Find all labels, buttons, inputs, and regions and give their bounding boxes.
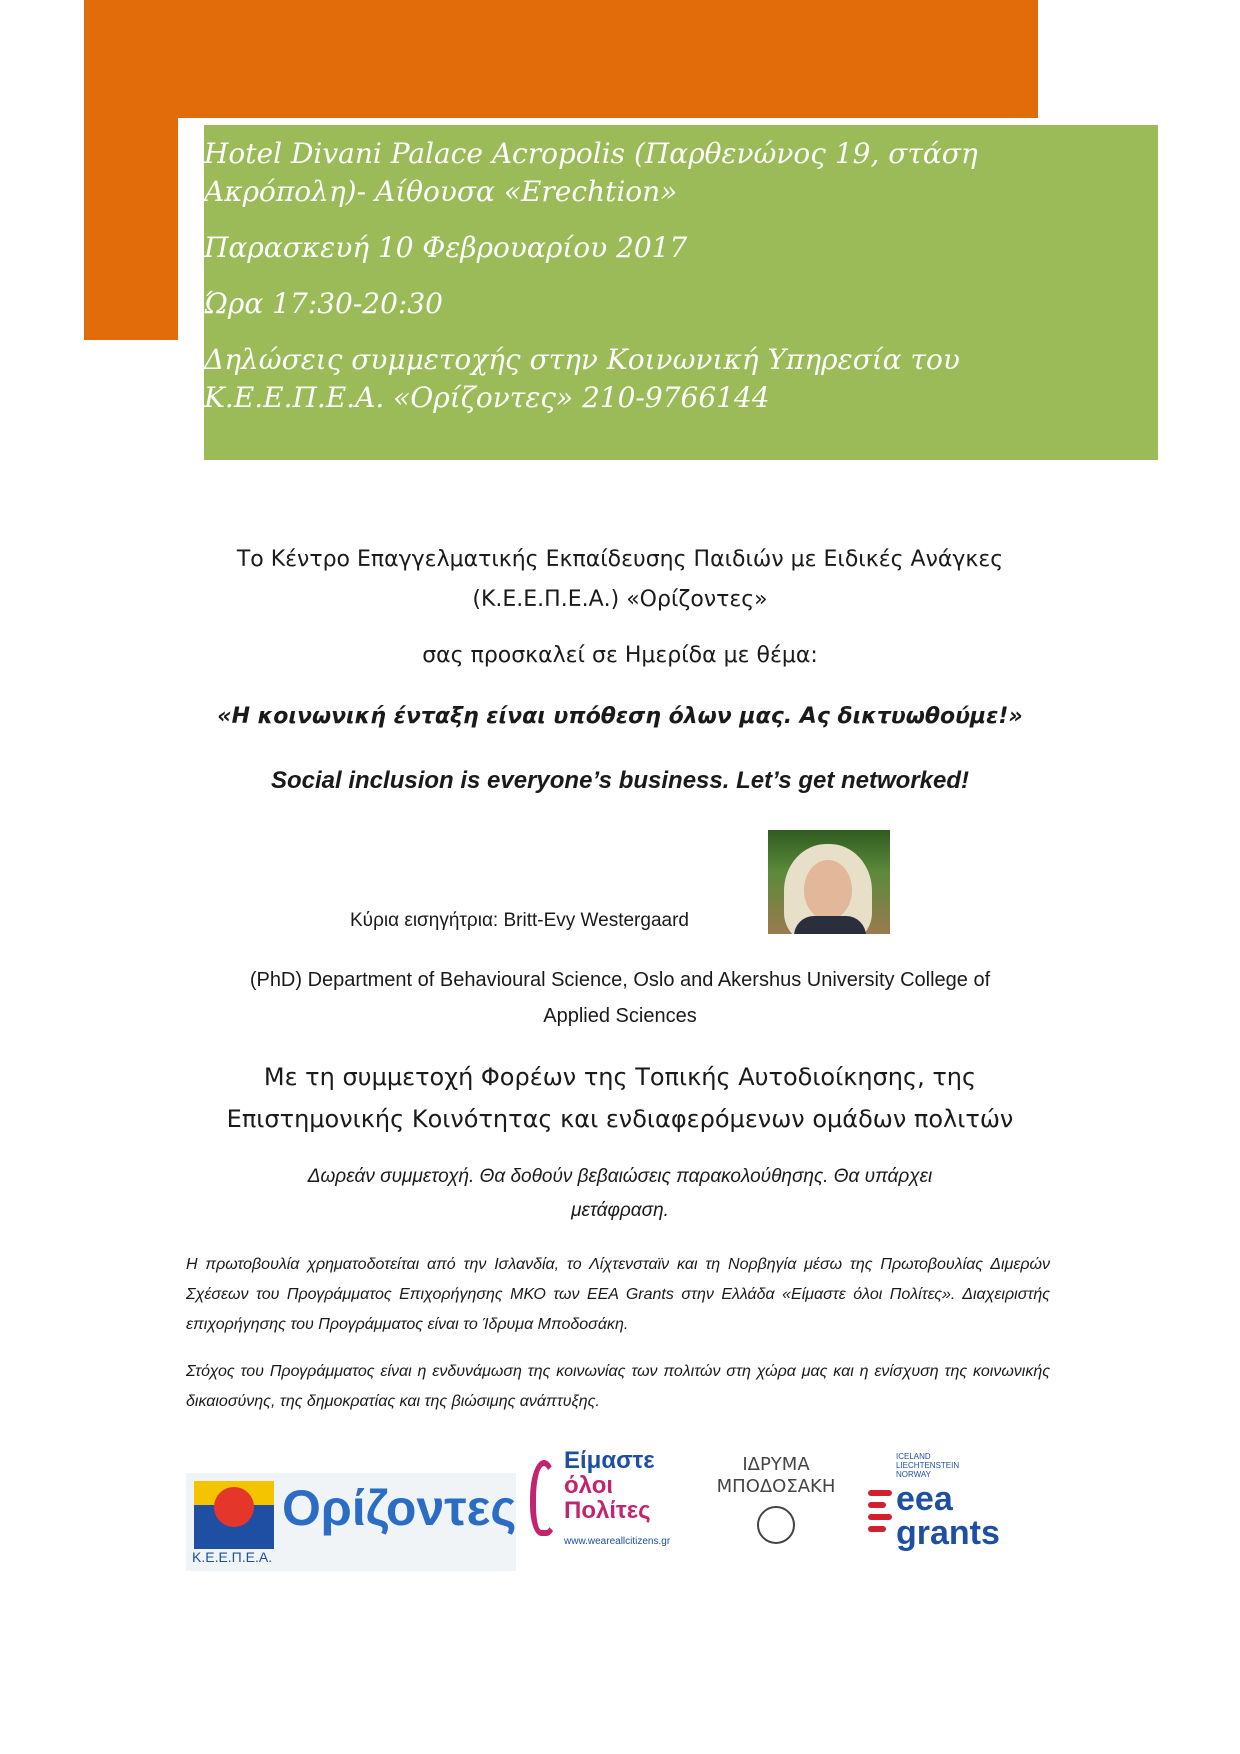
intro-line-1: Το Κέντρο Επαγγελματικής Εκπαίδευσης Παιδιών με Ειδικές Ανάγκες <box>236 547 1004 572</box>
event-date: Παρασκευή 10 Φεβρουαρίου 2017 <box>204 231 688 264</box>
horizons-logo: Ορίζοντες Κ.Ε.Ε.Π.Ε.Α. <box>186 1473 516 1571</box>
speaker-photo <box>768 830 890 934</box>
participants-line-2: Επιστημονικής Κοινότητας και ενδιαφερόμενων ομάδων πολιτών <box>226 1105 1014 1133</box>
venue: Hotel Divani Palace Acropolis (Παρθενώνος 19, στάση Ακρόπολη)- Αίθουσα «Erechtion» <box>204 137 978 208</box>
we-are-all-citizens-logo: Είμαστε όλοι Πολίτες www.weareallcitizens.gr <box>530 1448 700 1563</box>
event-details-box <box>204 125 1158 460</box>
eea-grants-logo: ICELAND LIECHTENSTEIN NORWAY eea grants <box>864 1452 1034 1562</box>
citizens-swoosh-icon <box>530 1460 558 1536</box>
seal-icon <box>757 1506 795 1544</box>
free-line-2: μετάφραση. <box>571 1200 669 1221</box>
orange-banner <box>84 0 1038 118</box>
registration-info: Δηλώσεις συμμετοχής στην Κοινωνική Υπηρεσία του Κ.Ε.Ε.Π.Ε.Α. «Ορίζοντες» 210-9766144 <box>204 343 960 414</box>
free-participation-note <box>150 1160 1090 1228</box>
event-title-english: Social inclusion is everyone’s business. Let’s get networked! <box>270 767 969 794</box>
event-title-greek: «Η κοινωνική ένταξη είναι υπόθεση όλων μας. Ας δικτυωθούμε!» <box>217 704 1023 729</box>
speaker-affiliation <box>150 962 1090 1034</box>
event-time: Ώρα 17:30-20:30 <box>204 287 443 320</box>
affiliation-line-1: (PhD) Department of Behavioural Science, Oslo and Akershus University College of <box>249 969 991 991</box>
orange-side-bar <box>84 118 178 340</box>
eea-mark-icon <box>864 1486 894 1540</box>
participants-text <box>150 1056 1090 1140</box>
participants-line-1: Με τη συμμετοχή Φορέων της Τοπικής Αυτοδιοίκησης, της <box>263 1063 977 1091</box>
sponsor-logos <box>186 1440 1042 1575</box>
sun-icon <box>194 1481 274 1549</box>
program-goal-paragraph: Στόχος του Προγράμματος είναι η ενδυνάμωση της κοινωνίας των πολιτών στη χώρα μας και η ενίσχυση της κοινωνικής δικαιοσύνης, της δημοκρατίας και της βιώσιμης ανάπτυξης. <box>186 1363 1050 1410</box>
intro-line-2: (Κ.Ε.Ε.Π.Ε.Α.) «Ορίζοντες» <box>472 587 768 612</box>
bodossaki-foundation-logo: ΙΔΡΥΜΑ ΜΠΟΔΟΣΑΚΗ <box>716 1454 836 1544</box>
funding-paragraph: Η πρωτοβουλία χρηματοδοτείται από την Ισλανδία, το Λίχτενσταϊν και τη Νορβηγία μέσω της Πρωτοβουλίας Διμερών Σχέσεων του Προγράμματος Επιχορήγησης ΜΚΟ των EEA Grants στην Ελλάδα «Είμαστε όλοι Πολίτες». Διαχειριστής επιχορήγησης του Προγράμματος είναι το Ίδρυμα Μποδοσάκη. <box>186 1256 1050 1333</box>
invitation-text: σας προσκαλεί σε Ημερίδα με θέμα: <box>422 643 818 668</box>
intro-text <box>150 540 1090 620</box>
divider <box>178 118 186 340</box>
free-line-1: Δωρεάν συμμετοχή. Θα δοθούν βεβαιώσεις παρακολούθησης. Θα υπάρχει <box>307 1166 933 1187</box>
affiliation-line-2: Applied Sciences <box>543 1005 697 1027</box>
keynote-speaker: Κύρια εισηγήτρια: Britt-Evy Westergaard <box>350 910 689 931</box>
